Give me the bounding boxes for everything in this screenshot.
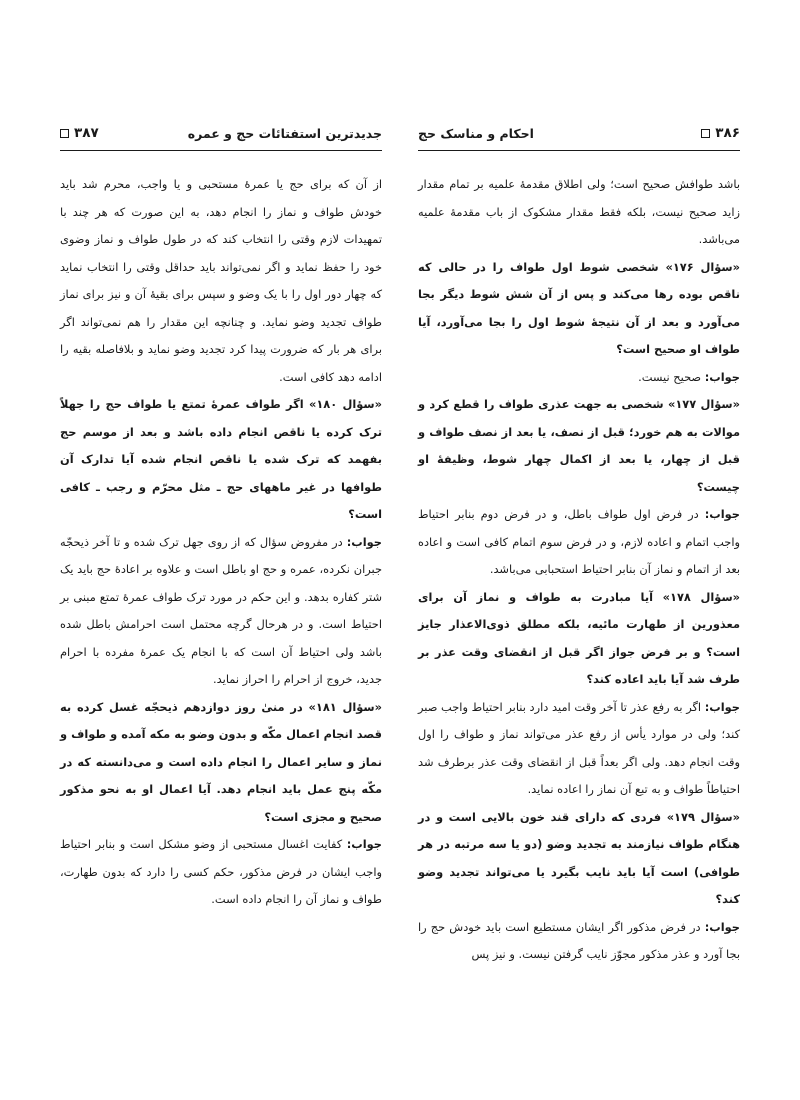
- page-number-group: [701, 125, 740, 141]
- question-label: «سؤال ۱۷۷»: [667, 397, 740, 411]
- question-paragraph: [60, 694, 382, 832]
- square-ornament-icon: [701, 129, 710, 138]
- answer-paragraph: [418, 694, 740, 804]
- answer-text: صحیح نیست.: [638, 369, 702, 384]
- running-title: جدیدترین استفتائات حج و عمره: [187, 125, 382, 141]
- header-divider: [418, 150, 740, 151]
- paragraph-text: از آن که برای حج یا عمرۀ مستحبی و یا واجب، محرم شد باید خودش طواف و نماز را انجام دهد، به این صورت که هر چند با تمهیدات لازم وقتی را انتخاب کند که در طول طواف و نماز وضوی خود را حفظ نماید و اگر نمی‌تواند باید حداقل وقتی را انتخاب نماید که چهار دور اول را با یک وضو و سپس برای بقیۀ آن و نیز برای نماز طواف تجدید وضو نماید. و چنانچه این مقدار را هم نمی‌تواند اگر برای هر بار که ضرورت پیدا کرد تجدید وضو نماید و بلافاصله بقیه را ادامه دهد کافی است.: [60, 177, 382, 384]
- answer-paragraph: [418, 364, 740, 392]
- page-left: [60, 120, 382, 1020]
- header-divider: [60, 150, 382, 151]
- question-text: شخصی به جهت عذری طواف را قطع کرد و موالات به هم خورد؛ قبل از نصف، یا بعد از نصف طواف و قبل از چهار، یا بعد از اکمال چهار شوط، وظیفۀ او چیست؟: [418, 397, 740, 494]
- answer-text: کفایت اغسال مستحبی از وضو مشکل است و بنابر احتیاط واجب ایشان در فرض مذکور، حکم کسی را دارد که بدون طهارت، طواف و نماز آن را انجام داده است.: [60, 837, 382, 906]
- question-label: «سؤال ۱۷۶»: [665, 259, 740, 274]
- page-number-group: [60, 125, 99, 141]
- answer-text: در فرض مذکور اگر ایشان مستطیع است باید خودش حج را بجا آورد و عذر مذکور مجوّز نایب گرفتن نیست. و نیز پس: [418, 919, 740, 961]
- question-paragraph: [418, 254, 740, 364]
- answer-text: در مفروض سؤال که از روی جهل ترک شده و تا آخر ذیحجّه جبران نکرده، عمره و حج او باطل است و علاوه بر اعادۀ حج باید یک شتر کفاره بدهد. و این حکم در مورد ترک طواف عمرۀ تمتع مبنی بر احتیاط است. و در هرحال گرچه محتمل است احرامش باطل شده باشد ولی احتیاط آن است که با انجام یک عمرۀ مفرده با احرام جدید، خروج از احرام را احراز نماید.: [60, 534, 382, 686]
- answer-text: اگر به رفع عذر تا آخر وقت امید دارد بنابر احتیاط واجب صبر کند؛ ولی در موارد یأس از رفع عذر می‌تواند نماز و طواف را اول وقت انجام دهد. ولی اگر بعداً قبل از انقضای وقت عذر برطرف شد احتیاطاً طواف و به تبع آن نماز را اعاده نماید.: [418, 699, 740, 796]
- answer-paragraph: [60, 831, 382, 914]
- page-number: ۳۸۷: [74, 125, 99, 141]
- answer-paragraph: [418, 501, 740, 584]
- page-body: [60, 171, 382, 914]
- question-text: در منیٰ روز دوازدهم ذیحجّه غسل کرده به قصد انجام اعمال مکّه و بدون وضو به مکه آمده و طواف و نماز و سایر اعمال را انجام داده است و می‌دانسته که در مکّه پنج عمل باید انجام دهد. آیا اعمال او به نحو مذکور صحیح و مجزی است؟: [60, 699, 382, 824]
- question-text: اگر طواف عمرۀ تمتع یا طواف حج را جهلاً ترک کرده یا ناقص انجام داده باشد و بعد از موسم حج بفهمد که ترک شده یا ناقص انجام شده آیا تدارک آن طوافها در غیر ماههای حج ـ مثل محرّم و رجب ـ کافی است؟: [60, 397, 382, 521]
- square-ornament-icon: [60, 129, 69, 138]
- answer-label: جواب:: [704, 699, 740, 714]
- page-header: [60, 120, 382, 146]
- question-label: «سؤال ۱۷۹»: [666, 809, 740, 824]
- question-paragraph: [60, 391, 382, 529]
- answer-label: جواب:: [704, 507, 740, 521]
- page-header: [418, 120, 740, 146]
- paragraph: [60, 171, 382, 391]
- running-title: احکام و مناسک حج: [418, 125, 534, 141]
- question-label: «سؤال ۱۸۱»: [308, 699, 382, 714]
- page-number: ۳۸۶: [715, 125, 740, 141]
- paragraph-text: باشد طوافش صحیح است؛ ولی اطلاق مقدمۀ علمیه بر تمام مقدار زاید صحیح نیست، بلکه فقط مقدار مشکوک از باب مقدمۀ علمیه می‌باشد.: [418, 177, 740, 246]
- question-paragraph: [418, 584, 740, 694]
- question-label: «سؤال ۱۸۰»: [308, 397, 382, 411]
- answer-label: جواب:: [346, 534, 383, 549]
- page-right: [418, 120, 740, 1020]
- question-paragraph: [418, 391, 740, 501]
- answer-paragraph: [60, 529, 382, 694]
- page-body: [418, 171, 740, 969]
- answer-label: جواب:: [346, 837, 383, 851]
- question-text: شخصی شوط اول طواف را در حالی که ناقص بوده رها می‌کند و پس از آن شش شوط دیگر بجا می‌آورد و بعد از آن نتیجۀ شوط اول را بجا می‌آورد، آیا طواف او صحیح است؟: [418, 259, 740, 356]
- question-text: فردی که دارای قند خون بالایی است و در هنگام طواف نیازمند به تجدید وضو (دو یا سه مرتبه در هر طوافی) است آیا باید نایب بگیرد یا می‌تواند تجدید وضو کند؟: [418, 809, 740, 906]
- answer-label: جواب:: [704, 369, 740, 384]
- question-paragraph: [418, 804, 740, 914]
- question-text: آیا مبادرت به طواف و نماز آن برای معذورین از طهارت مائیه، بلکه مطلق ذوی‌الاعذار جایز است؟ و بر فرض جواز اگر قبل از انقضای وقت عذر بر طرف شد آیا باید اعاده کند؟: [418, 589, 740, 686]
- question-label: «سؤال ۱۷۸»: [662, 589, 741, 604]
- answer-label: جواب:: [704, 919, 740, 934]
- answer-paragraph: [418, 914, 740, 969]
- answer-text: در فرض اول طواف باطل، و در فرض دوم بنابر احتیاط واجب اتمام و اعاده لازم، و در فرض سوم اتمام کافی است و اعاده بعد از اتمام و نماز آن بنابر احتیاط استحبابی می‌باشد.: [418, 507, 740, 576]
- paragraph: [418, 171, 740, 254]
